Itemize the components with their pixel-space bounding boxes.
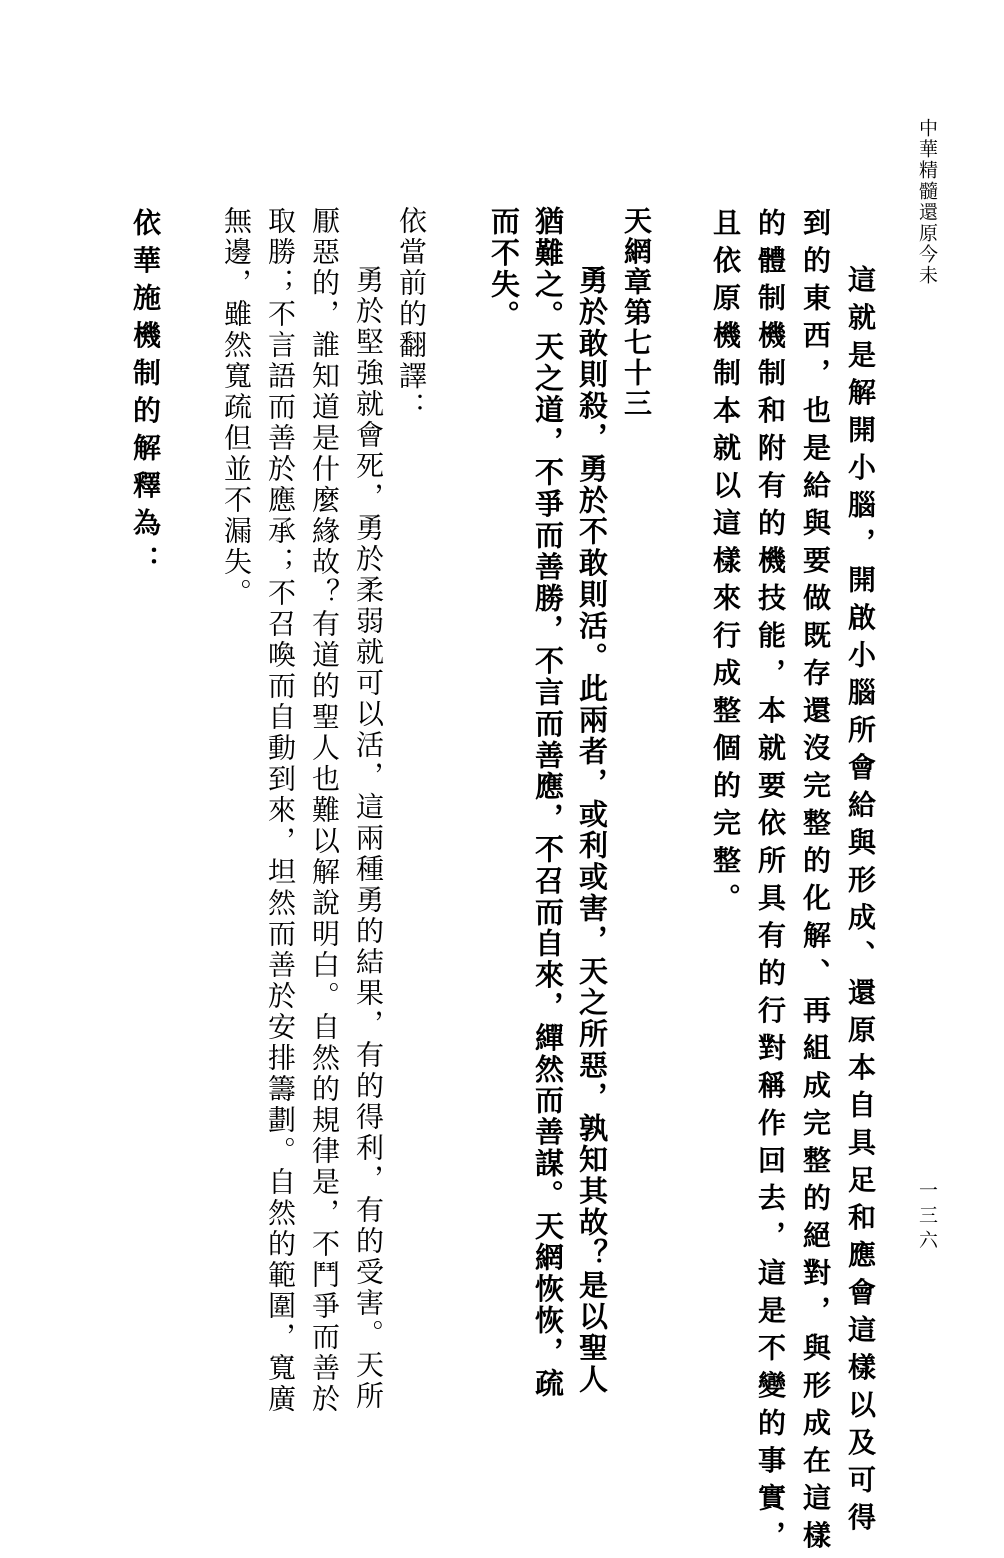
page-number: 一三六 [916,1180,938,1255]
intro-line-4: 且依原機制本就以這樣來行成整個的完整。 [709,208,742,921]
intro-line-3: 的體制機制和附有的機技能，本就要依所具有的行對稱作回去，這是不變的事實， [754,208,787,1558]
explanation-label: 依華施機制的解釋為： [129,208,162,583]
chapter-heading: 天網章第七十三 [620,206,653,419]
intro-line-1: 這就是解開小腦，開啟小腦所會給與形成、還原本自具足和應會這樣以及可得 [844,265,877,1540]
intro-line-2: 到的東西，也是給與要做既存還沒完整的化解、再組成完整的絕對，與形成在這樣 [799,208,832,1558]
translation-line-4: 無邊，雖然寬疏但並不漏失。 [220,206,253,609]
translation-line-2: 厭惡的，誰知道是什麼緣故？有道的聖人也難以解說明白。自然的規律是，不鬥爭而善於 [308,206,341,1415]
translation-label: 依當前的翻譯： [395,206,428,423]
chapter-text-line-3: 而不失。 [487,206,521,332]
chapter-text-line-2: 猶難之。天之道，不爭而善勝，不言而善應，不召而自來，繟然而善謀。天網恢恢，疏 [531,206,565,1400]
translation-line-1: 勇於堅強就會死，勇於柔弱就可以活，這兩種勇的結果，有的得利，有的受害。天所 [352,265,385,1412]
chapter-text-line-1: 勇於敢則殺，勇於不敢則活。此兩者，或利或害，天之所惡，孰知其故？是以聖人 [575,265,609,1396]
running-header-title: 中華精髓還原今未 [916,118,938,286]
translation-line-3: 取勝；不言語而善於應承；不召喚而自動到來，坦然而善於安排籌劃。自然的範圍，寬廣 [264,206,297,1415]
